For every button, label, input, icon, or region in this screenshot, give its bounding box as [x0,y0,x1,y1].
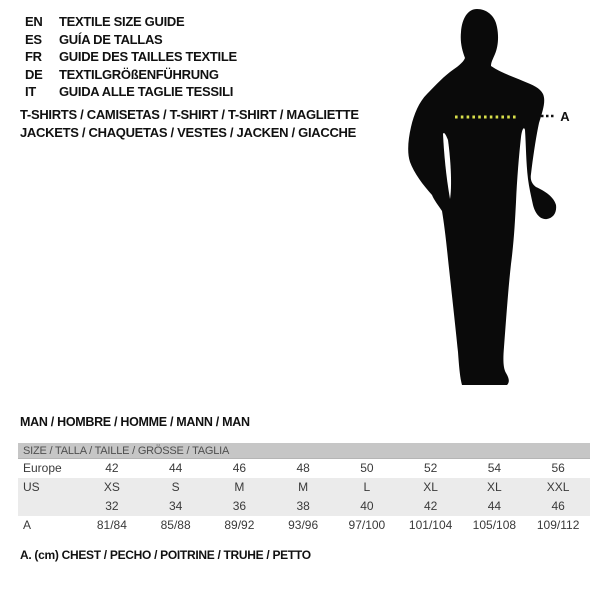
chest-footnote: A. (cm) CHEST / PECHO / POITRINE / TRUHE / PETTO [20,548,311,562]
language-code: DE [25,66,43,82]
size-cell: XS [103,480,120,494]
size-cell: 36 [232,499,247,513]
row-label: Europe [23,461,62,475]
size-cell: 56 [551,461,565,475]
language-row-de [25,66,237,84]
language-code: FR [25,49,42,65]
man-silhouette [408,9,556,385]
language-label: GUIDA ALLE TAGLIE TESSILI [59,84,234,100]
language-code: IT [25,84,36,100]
size-cell: XL [487,480,502,494]
size-cell: 32 [105,499,119,513]
size-cell: 42 [423,499,438,513]
table-row-unnamed [18,497,590,516]
section-title-man: MAN / HOMBRE / HOMME / MANN / MAN [20,415,250,429]
size-cell: 85/88 [160,518,191,532]
language-label: GUIDE DES TAILLES TEXTILE [59,49,237,65]
size-cell: 44 [168,461,183,475]
size-cell: 89/92 [224,518,255,532]
garment-categories [20,106,359,142]
table-row-chest-a [18,516,590,535]
size-cell: 97/100 [348,518,386,532]
language-row-fr [25,48,237,66]
category-jackets: JACKETS / CHAQUETAS / VESTES / JACKEN / GIACCHE [20,125,356,140]
size-cell: S [171,480,180,494]
language-list [25,13,237,101]
row-label: A [23,518,32,532]
size-cell: 42 [105,461,119,475]
size-cell: 46 [551,499,565,513]
size-cell: 54 [487,461,502,475]
size-cell: 50 [360,461,374,475]
size-cell: 44 [487,499,502,513]
size-table-header: SIZE / TALLA / TAILLE / GRÖSSE / TAGLIA [18,443,590,459]
row-label [18,497,80,516]
size-cell: XL [423,480,438,494]
man-silhouette-figure [405,6,580,392]
language-row-es [25,31,237,49]
size-cell: 48 [296,461,310,475]
size-cell: 109/112 [536,518,580,532]
language-label: GUÍA DE TALLAS [59,31,163,47]
size-cell: M [298,480,309,494]
size-cell: 46 [232,461,247,475]
table-row-europe [18,459,590,478]
size-cell: 81/84 [96,518,127,532]
size-cell: M [234,480,245,494]
language-code: EN [25,14,43,30]
table-row-us [18,478,590,497]
size-cell: 105/108 [472,518,517,532]
size-cell: 34 [168,499,183,513]
size-cell: L [363,480,371,494]
category-tshirts: T-SHIRTS / CAMISETAS / T-SHIRT / T-SHIRT / MAGLIETTE [20,107,359,122]
size-cell: 52 [423,461,438,475]
size-cell: 93/96 [288,518,319,532]
row-label: US [23,480,40,494]
size-cell: 101/104 [408,518,453,532]
language-label: TEXTILE SIZE GUIDE [59,14,185,30]
size-cell: 40 [360,499,374,513]
size-cell: 38 [296,499,310,513]
language-row-en [25,13,237,31]
language-row-it [25,83,237,101]
size-cell: XXL [546,480,570,494]
language-label: TEXTILGRÖßENFÜHRUNG [59,66,219,82]
language-code: ES [25,31,42,47]
size-table [18,443,590,535]
chest-marker-label: A [560,109,570,124]
